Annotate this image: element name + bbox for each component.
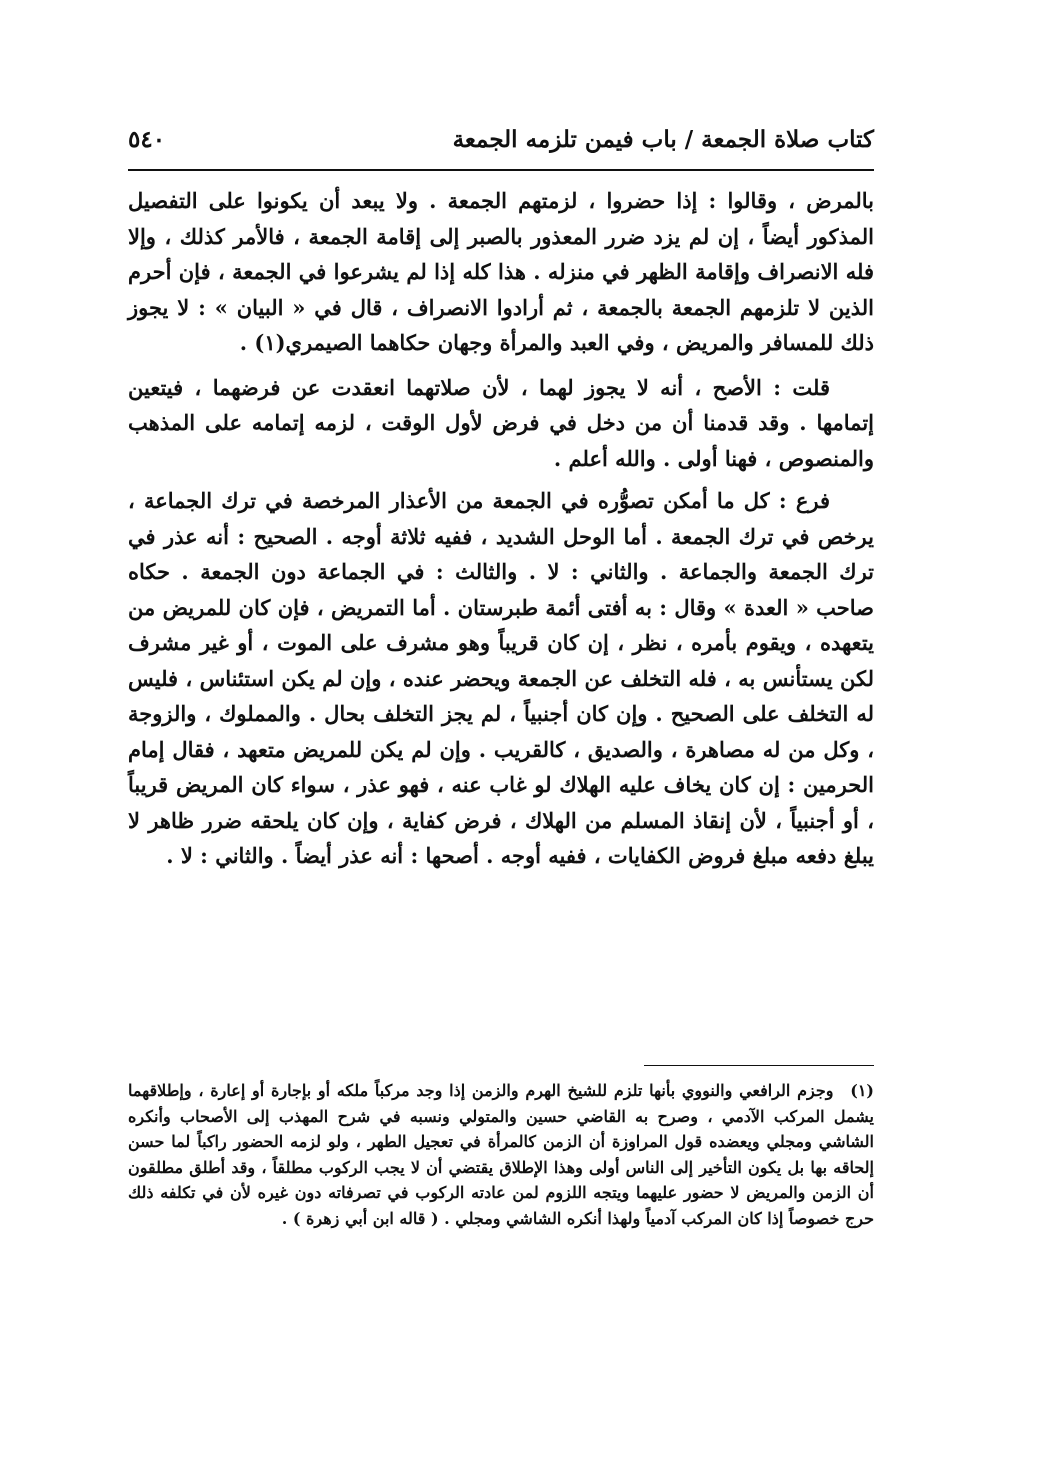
footnote xyxy=(128,1078,874,1231)
footnote-marker: (١) xyxy=(850,1081,874,1100)
paragraph-2: قلت : الأصح ، أنه لا يجوز لهما ، لأن صلاتهما انعقدت عن فرضهما ، فيتعين إتمامها . وقد قدمنا أن من دخل في فرض لأول الوقت ، لزمه إتمامه على المذهب والمنصوص ، فهنا أولى . والله أعلم . xyxy=(128,374,874,471)
header-divider xyxy=(128,169,874,171)
paragraph-1: بالمرض ، وقالوا : إذا حضروا ، لزمتهم الجمعة . ولا يبعد أن يكونوا على التفصيل المذكور أيضاً ، إن لم يزد ضرر المعذور بالصبر إلى إقامة الجمعة ، فالأمر كذلك ، وإلا فله الانصراف وإقامة الظهر في منزله . هذا كله إذا لم يشرعوا في الجمعة ، فإن أحرم الذين لا تلزمهم الجمعة بالجمعة ، ثم أرادوا الانصراف ، قال في « البيان » : لا يجوز ذلك للمسافر والمريض ، وفي العبد والمرأة وجهان حكاهما الصيمري(١) . xyxy=(128,188,874,355)
header-title: كتاب صلاة الجمعة / باب فيمن تلزمه الجمعة xyxy=(452,126,874,153)
main-text xyxy=(128,183,874,874)
running-header xyxy=(128,116,874,176)
footnote-divider xyxy=(644,1065,874,1066)
page-number: ٥٤٠ xyxy=(128,126,166,153)
paragraph-3: فرع : كل ما أمكن تصوُّره في الجمعة من الأعذار المرخصة في ترك الجماعة ، يرخص في ترك الجمعة . أما الوحل الشديد ، ففيه ثلاثة أوجه . الصحيح : أنه عذر في ترك الجمعة والجماعة . والثاني : لا . والثالث : في الجماعة دون الجمعة . حكاه صاحب « العدة » وقال : به أفتى أئمة طبرستان . أما التمريض ، فإن كان للمريض من يتعهده ، ويقوم بأمره ، نظر ، إن كان قريباً وهو مشرف على الموت ، أو غير مشرف لكن يستأنس به ، فله التخلف عن الجمعة ويحضر عنده ، وإن لم يكن استئناس ، فليس له التخلف على الصحيح . وإن كان أجنبياً ، لم يجز التخلف بحال . والمملوك ، والزوجة ، وكل من له مصاهرة ، والصديق ، كالقريب . وإن لم يكن للمريض متعهد ، فقال إمام الحرمين : إن كان يخاف عليه الهلاك لو غاب عنه ، فهو عذر ، سواء كان المريض قريباً ، أو أجنبياً ، لأن إنقاذ المسلم من الهلاك ، فرض كفاية ، وإن كان يلحقه ضرر ظاهر لا يبلغ دفعه مبلغ فروض الكفايات ، ففيه أوجه . أصحها : أنه عذر أيضاً . والثاني : لا . xyxy=(128,488,874,868)
footnote-text: وجزم الرافعي والنووي بأنها تلزم للشيخ الهرم والزمن إذا وجد مركباً ملكه أو بإجارة أو إعارة ، وإطلاقهما يشمل المركب الآدمي ، وصرح به القاضي حسين والمتولي ونسبه في شرح المهذب إلى الأصحاب وأنكره الشاشي ومجلي ويعضده قول المراوزة أن الزمن كالمرأة في تعجيل الطهر ، ولو لزمه الحضور راكباً لما حسن إلحاقه بها بل يكون التأخير إلى الناس أولى وهذا الإطلاق يقتضي أن لا يجب الركوب مطلقاً ، وقد أطلق مطلقون أن الزمن والمريض لا حضور عليهما ويتجه اللزوم لمن عادته الركوب في تصرفاته دون غيره لأن في تكلفه ذلك حرج خصوصاً إذا كان المركب آدمياً ولهذا أنكره الشاشي ومجلي . ( قاله ابن أبي زهرة ) . xyxy=(128,1081,874,1228)
